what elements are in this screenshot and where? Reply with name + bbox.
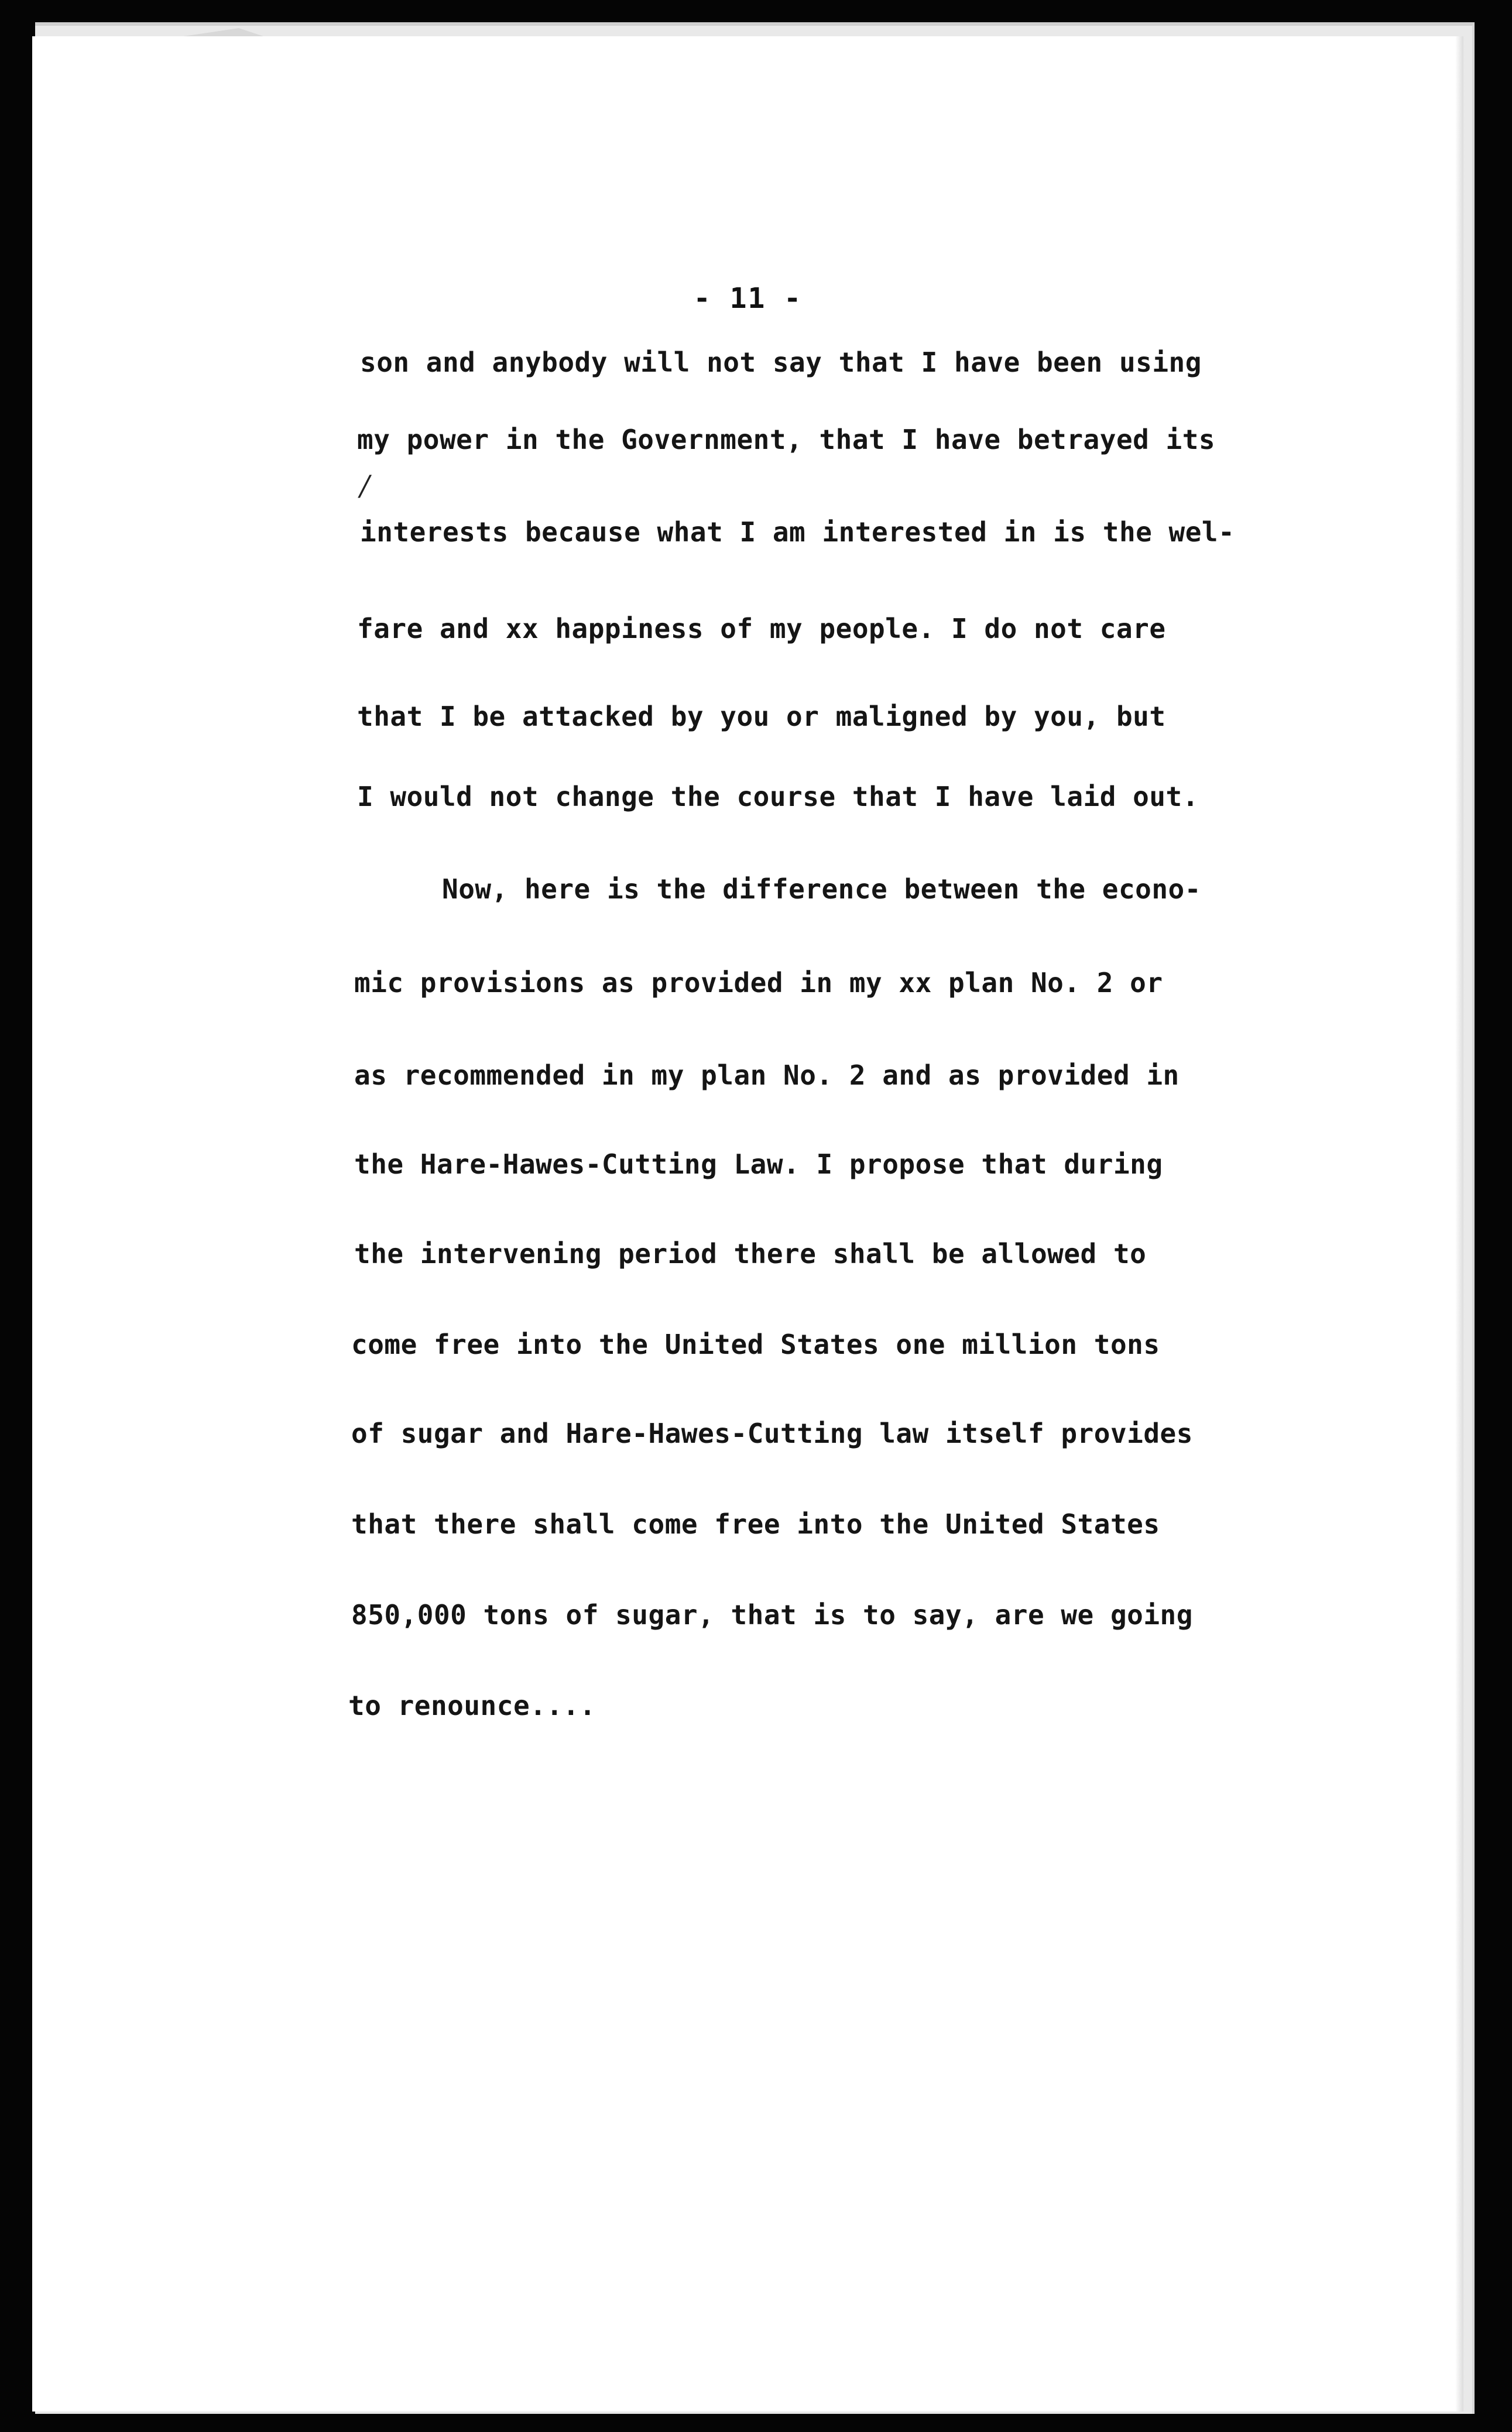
text-line: come free into the United States one million tons (351, 1329, 1160, 1360)
text-line: interests because what I am interested in is the wel- (360, 516, 1235, 548)
text-line: son and anybody will not say that I have been using (360, 347, 1202, 378)
text-line: Now, here is the difference between the econo- (442, 873, 1201, 905)
text-line: that I be attacked by you or maligned by you, but (357, 701, 1166, 732)
text-line: I would not change the course that I have laid out. (357, 781, 1199, 812)
text-line: as recommended in my plan No. 2 and as provided in (354, 1059, 1180, 1091)
text-line: of sugar and Hare-Hawes-Cutting law itself provides (351, 1418, 1193, 1449)
text-line: my power in the Government, that I have betrayed its (357, 424, 1216, 455)
typed-page (32, 36, 1463, 2412)
text-line: the intervening period there shall be allowed to (354, 1238, 1147, 1270)
text-line: that there shall come free into the United States (351, 1508, 1160, 1540)
text-line: 850,000 tons of sugar, that is to say, are we going (351, 1599, 1193, 1631)
text-line: mic provisions as provided in my xx plan No. 2 or (354, 967, 1163, 999)
margin-check-mark: / (360, 469, 370, 502)
text-line: fare and xx happiness of my people. I do not care (357, 613, 1166, 644)
text-line: the Hare-Hawes-Cutting Law. I propose that during (354, 1148, 1163, 1180)
page-number: - 11 - (693, 282, 803, 315)
text-line: to renounce.... (348, 1690, 596, 1721)
